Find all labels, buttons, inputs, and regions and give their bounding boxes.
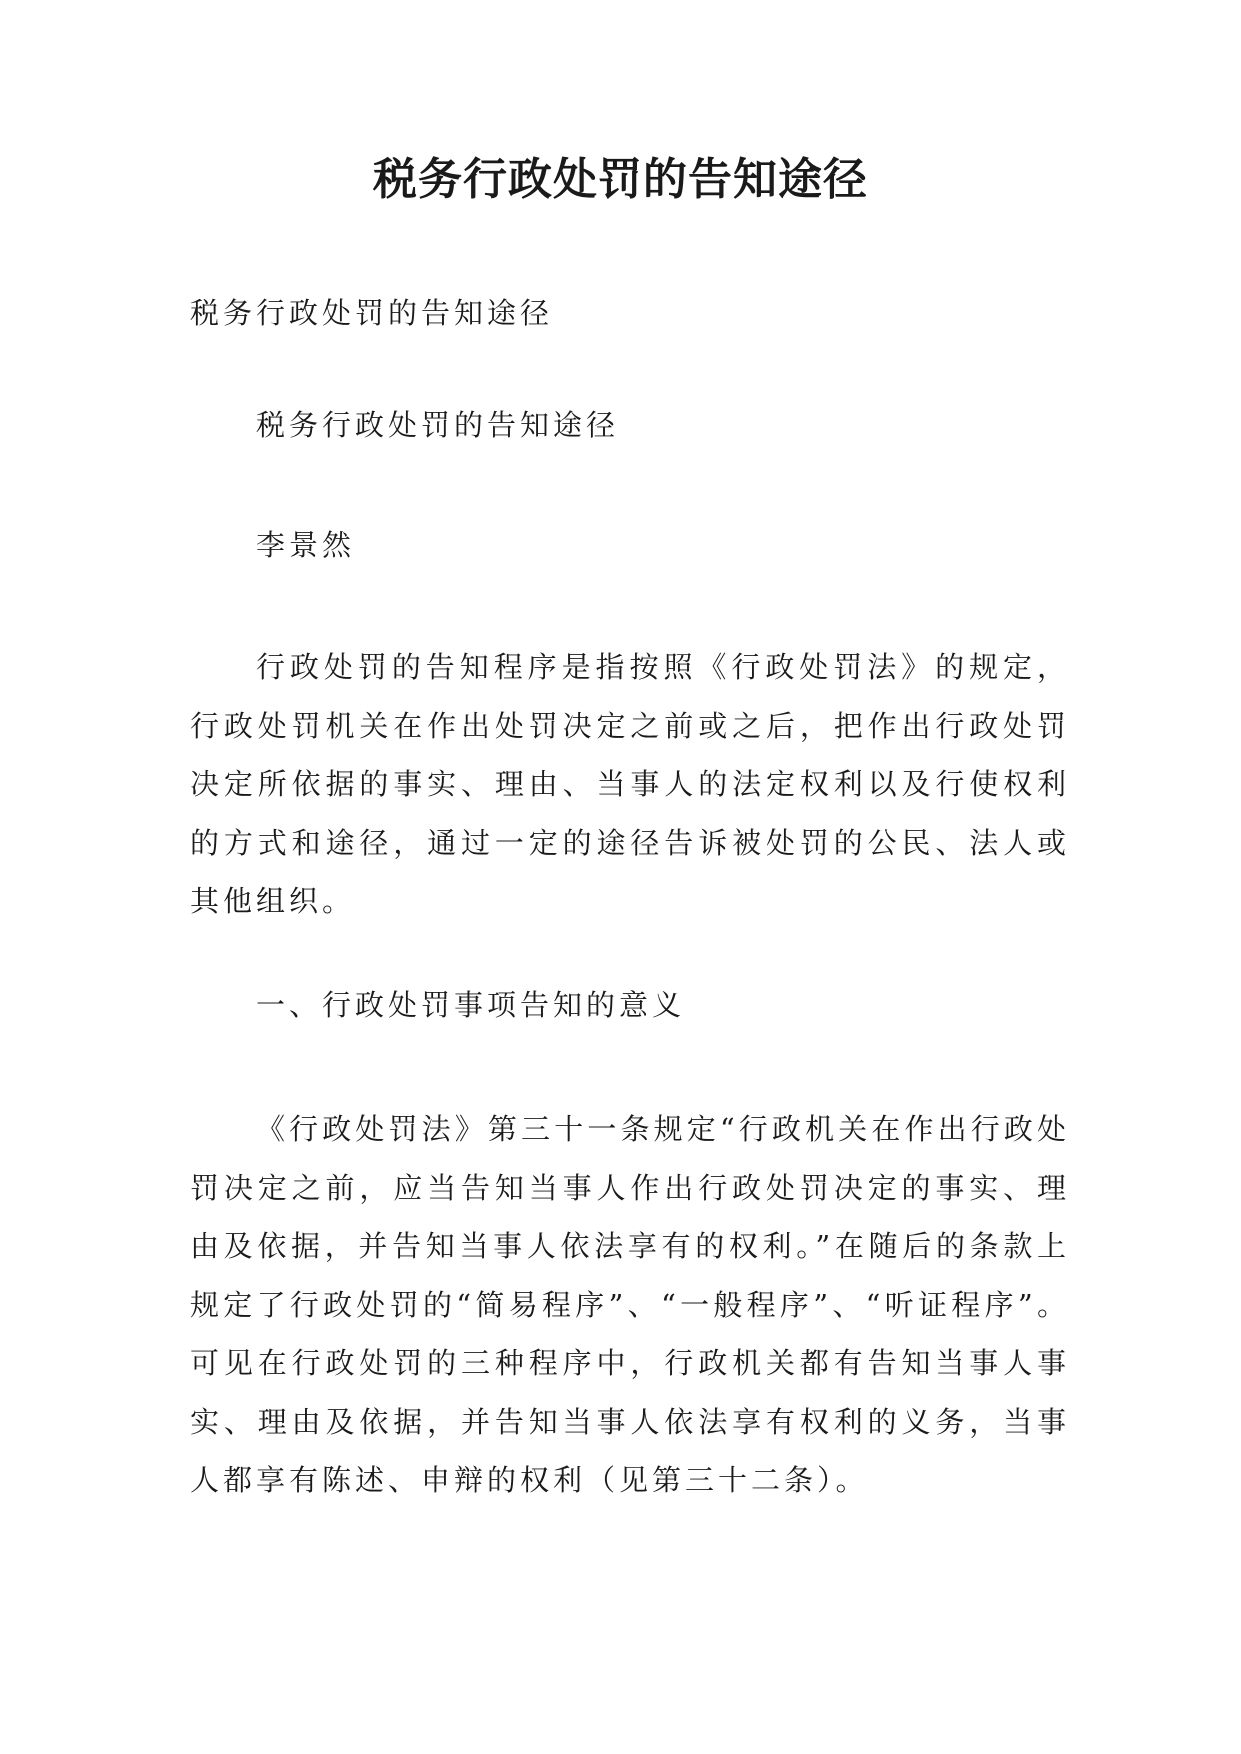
document-title: 税务行政处罚的告知途径 <box>373 154 868 205</box>
paragraph-law-article: 《行政处罚法》第三十一条规定“行政机关在作出行政处罚决定之前，应当告知当事人作出行政处罚决定的事实、理由及依据，并告知当事人依法享有的权利。”在随后的条款上规定了行政处罚的“简易程序”、“一般程序”、“听证程序”。可见在行政处罚的三种程序中，行政机关都有告知当事人事实、理由及依据，并告知当事人依法享有权利的义务，当事人都享有陈述、申辩的权利（见第三十二条）。 <box>190 1112 1070 1497</box>
section-heading: 一、行政处罚事项告知的意义 <box>256 988 686 1022</box>
subtitle-indented-line: 税务行政处罚的告知途径 <box>256 408 620 442</box>
subtitle-line: 税务行政处罚的告知途径 <box>190 296 554 330</box>
author-name: 李景然 <box>256 528 356 562</box>
paragraph-definition: 行政处罚的告知程序是指按照《行政处罚法》的规定，行政处罚机关在作出处罚决定之前或之后，把作出行政处罚决定所依据的事实、理由、当事人的法定权利以及行使权利的方式和途径，通过一定的途径告诉被处罚的公民、法人或其他组织。 <box>190 650 1070 918</box>
